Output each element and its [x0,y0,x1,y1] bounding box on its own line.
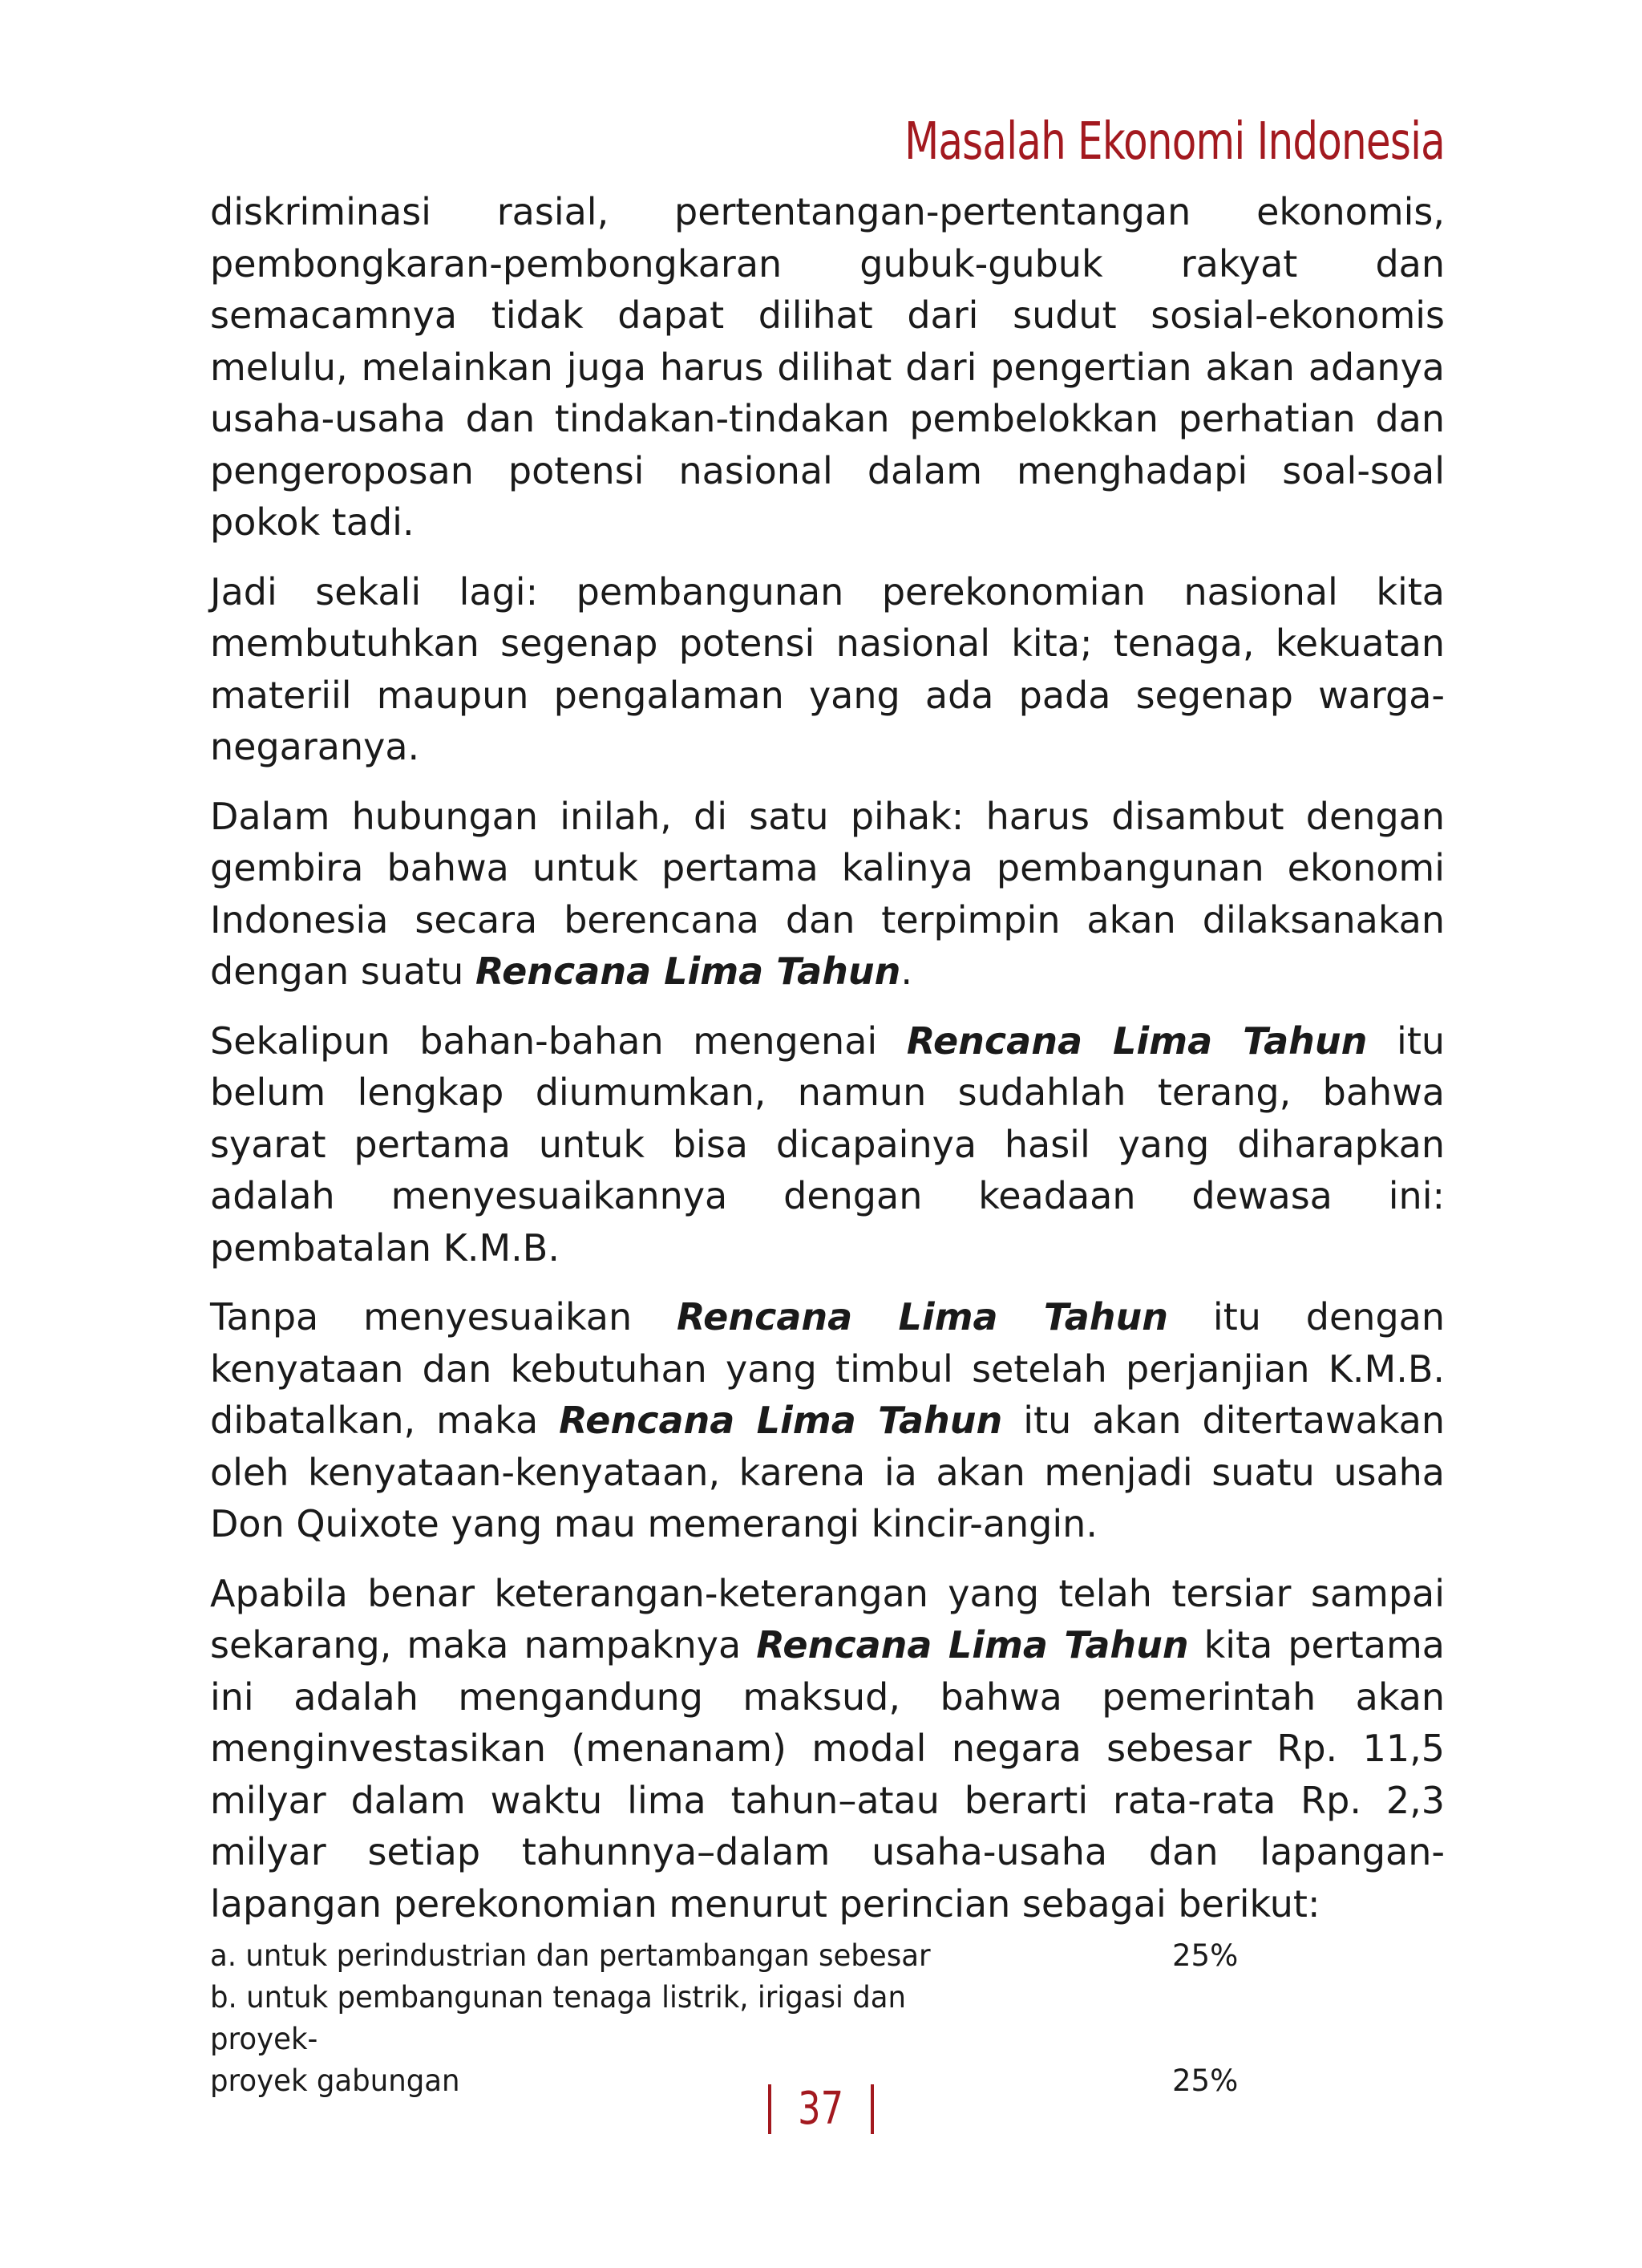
paragraph-4-text-b: itu belum lengkap diumumkan, namun sudahlah terang, bahwa syarat pertama untuk bisa dicapainya hasil yang diharapkan adalah menyesuaikannya dengan keadaan dewasa ini: pembatalan K.M.B. [210,1019,1446,1270]
page-number-footer [0,2079,1642,2137]
paragraph-6 [210,1568,1445,1930]
paragraph-2: Jadi sekali lagi: pembangunan perekonomian nasional kita membutuhkan segenap potensi nasional kita; tenaga, kekuatan materiil maupun pengalaman yang ada pada segenap warga-negaranya. [210,569,1445,768]
allocation-item-a-percent: 25% [1172,1938,1239,1973]
paragraph-3 [210,791,1445,998]
allocation-list [210,1935,1268,2102]
paragraph-4 [210,1015,1445,1274]
allocation-item-b-desc-line2: proyek gabungan [210,2063,460,2098]
paragraph-5 [210,1291,1445,1550]
paragraph-6-text-a: Apabila benar keterangan-keterangan yang telah tersiar sampai sekarang, maka nampaknya [210,1571,1445,1667]
plan-name-emphasis: Rencana Lima Tahun [677,1295,1169,1339]
plan-name-emphasis: Rencana Lima Tahun [475,950,901,993]
plan-name-emphasis: Rencana Lima Tahun [906,1019,1368,1063]
allocation-item-b-line1 [210,1977,1268,2060]
running-header: Masalah Ekonomi Indonesia [904,112,1445,172]
allocation-item-a [210,1935,1268,1977]
plan-name-emphasis: Rencana Lima Tahun [756,1623,1189,1667]
paragraph-5-text-b: itu dengan kenyataan dan kebutuhan yang timbul setelah perjanjian K.M.B. dibatalkan, maka [210,1295,1445,1442]
paragraph-4-text-a: Sekalipun bahan-bahan mengenai [210,1019,907,1063]
folio-left-bar [768,2084,771,2134]
paragraph-1: diskriminasi rasial, pertentangan-pertentangan ekonomis, pembongkaran-pembongkaran gubuk-gubuk rakyat dan semacamnya tidak dapat dilihat dari sudut sosial-ekonomis melulu, melainkan juga harus dilihat dari pengertian akan adanya usaha-usaha dan tindakan-tindakan pembelokkan perhatian dan pengeroposan potensi nasional dalam menghadapi soal-soal pokok tadi. [210,190,1445,544]
paragraph-5-text-a: Tanpa menyesuaikan [210,1295,677,1339]
allocation-item-b-percent: 25% [1172,2063,1239,2098]
allocation-item-b-desc-line1: b. untuk pembangunan tenaga listrik, irigasi dan proyek- [210,1980,907,2056]
folio-right-bar [871,2084,874,2134]
paragraph-6-text-b: kita pertama ini adalah mengandung maksud, bahwa pemerintah akan menginvestasikan (menanam) modal negara sebesar Rp. 11,5 milyar dalam waktu lima tahun–atau berarti rata-rata Rp. 2,3 milyar setiap tahunnya–dalam usaha-usaha dan lapangan-lapangan perekonomian menurut perincian sebagai berikut: [210,1623,1445,1926]
body-text [210,186,1445,1947]
paragraph-5-text-c: itu akan ditertawakan oleh kenyataan-kenyataan, karena ia akan menjadi suatu usaha Don Quixote yang mau memerangi kincir-angin. [210,1399,1445,1545]
plan-name-emphasis: Rencana Lima Tahun [559,1399,1003,1442]
paragraph-3-text-a: Dalam hubungan inilah, di satu pihak: harus disambut dengan gembira bahwa untuk pertama kalinya pembangunan ekonomi Indonesia secara berencana dan terpimpin akan dilaksanakan dengan suatu [210,794,1445,993]
paragraph-3-text-b: . [900,950,913,993]
allocation-item-a-desc: a. untuk perindustrian dan pertambangan sebesar [210,1938,931,1973]
page-number: 37 [798,2082,844,2135]
